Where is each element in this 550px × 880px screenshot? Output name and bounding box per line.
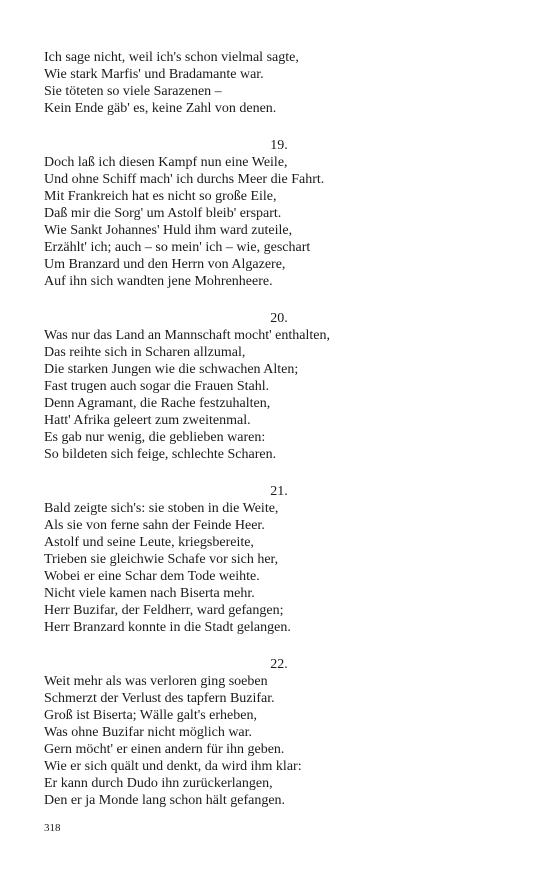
verse-line: Als sie von ferne sahn der Feinde Heer. xyxy=(44,518,265,533)
stanza-number: 22. xyxy=(270,657,288,672)
verse-line: So bildeten sich feige, schlechte Scharen. xyxy=(44,447,277,462)
verse-line: Bald zeigte sich's: sie stoben in die Weite, xyxy=(44,501,279,516)
verse-line: Herr Buzifar, der Feldherr, ward gefangen; xyxy=(44,603,284,618)
verse-line: Wie Sankt Johannes' Huld ihm ward zuteile, xyxy=(44,223,293,238)
verse-line: Herr Branzard konnte in die Stadt gelangen. xyxy=(44,620,291,635)
verse-line: Gern möcht' er einen andern für ihn geben. xyxy=(44,742,285,757)
verse-line: Hatt' Afrika geleert zum zweitenmal. xyxy=(44,413,251,428)
verse-line: Astolf und seine Leute, kriegsbereite, xyxy=(44,535,254,550)
verse-line: Wie er sich quält und denkt, da wird ihm klar: xyxy=(44,759,302,774)
verse-line: Und ohne Schiff mach' ich durchs Meer die Fahrt. xyxy=(44,172,325,187)
stanza-number: 21. xyxy=(270,484,288,499)
poem-body xyxy=(44,49,514,829)
verse-line: Ich sage nicht, weil ich's schon vielmal sagte, xyxy=(44,50,299,65)
verse-line: Erzählt' ich; auch – so mein' ich – wie, geschart xyxy=(44,240,311,255)
verse-line: Das reihte sich in Scharen allzumal, xyxy=(44,345,246,360)
verse-line: Es gab nur wenig, die geblieben waren: xyxy=(44,430,266,445)
verse-line: Denn Agramant, die Rache festzuhalten, xyxy=(44,396,271,411)
verse-line: Wie stark Marfis' und Bradamante war. xyxy=(44,67,264,82)
verse-line: Kein Ende gäb' es, keine Zahl von denen. xyxy=(44,101,277,116)
stanza-number: 20. xyxy=(270,311,288,326)
verse-line: Wobei er eine Schar dem Tode weihte. xyxy=(44,569,260,584)
stanza-18-continued xyxy=(44,49,514,117)
verse-line: Weit mehr als was verloren ging soeben xyxy=(44,674,268,689)
verse-line: Doch laß ich diesen Kampf nun eine Weile, xyxy=(44,155,288,170)
verse-line: Was nur das Land an Mannschaft mocht' enthalten, xyxy=(44,328,330,343)
verse-line: Fast trugen auch sogar die Frauen Stahl. xyxy=(44,379,270,394)
verse-line: Er kann durch Dudo ihn zurückerlangen, xyxy=(44,776,273,791)
verse-line: Schmerzt der Verlust des tapfern Buzifar. xyxy=(44,691,275,706)
verse-line: Mit Frankreich hat es nicht so große Eile, xyxy=(44,189,277,204)
verse-line: Um Branzard und den Herrn von Algazere, xyxy=(44,257,286,272)
verse-line: Groß ist Biserta; Wälle galt's erheben, xyxy=(44,708,257,723)
verse-line: Was ohne Buzifar nicht möglich war. xyxy=(44,725,253,740)
verse-line: Die starken Jungen wie die schwachen Alten; xyxy=(44,362,299,377)
stanza-22 xyxy=(44,656,514,809)
verse-line: Daß mir die Sorg' um Astolf bleib' erspart. xyxy=(44,206,282,221)
stanza-20 xyxy=(44,310,514,463)
stanza-19 xyxy=(44,137,514,290)
verse-line: Trieben sie gleichwie Schafe vor sich her, xyxy=(44,552,279,567)
verse-line: Sie töteten so viele Sarazenen – xyxy=(44,84,222,99)
verse-line: Auf ihn sich wandten jene Mohrenheere. xyxy=(44,274,273,289)
verse-line: Nicht viele kamen nach Biserta mehr. xyxy=(44,586,255,601)
verse-line: Den er ja Monde lang schon hält gefangen. xyxy=(44,793,286,808)
stanza-number: 19. xyxy=(270,138,288,153)
page-number: 318 xyxy=(44,822,61,834)
stanza-21 xyxy=(44,483,514,636)
